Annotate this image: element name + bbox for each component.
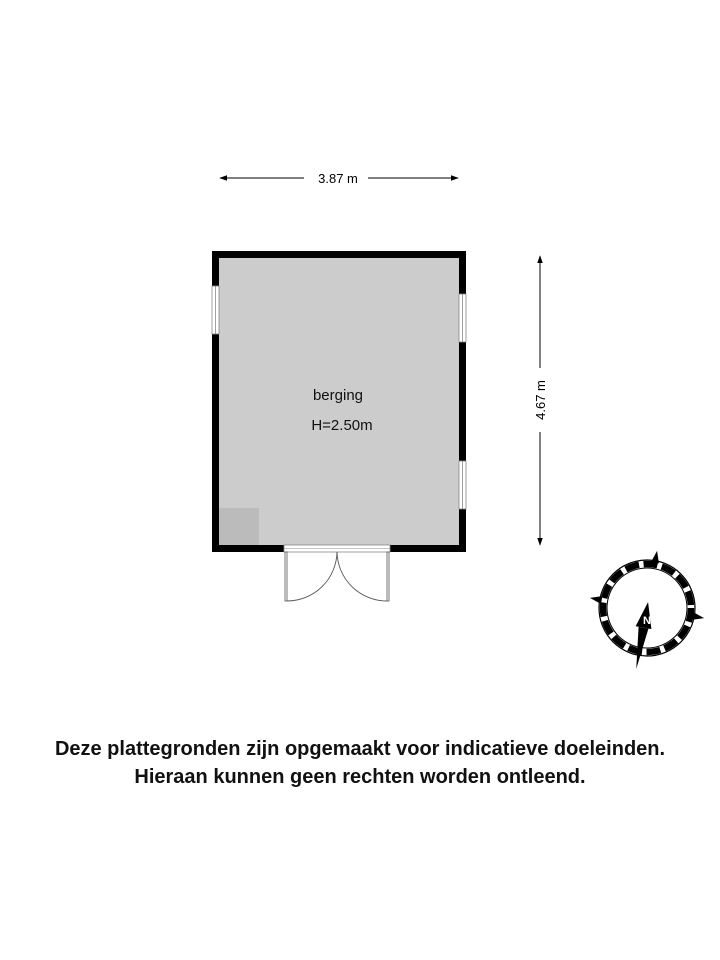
door-leaf-left [285, 552, 287, 601]
disclaimer-line-2: Hieraan kunnen geen rechten worden ontleend. [134, 766, 586, 788]
compass-north-label: N [643, 615, 651, 627]
width-dimension [220, 171, 458, 186]
corner-unit [219, 508, 259, 545]
door-swing-right [337, 552, 387, 601]
window-left [212, 286, 219, 334]
height-dimension [533, 256, 548, 545]
width-dimension-label: 3.87 m [318, 171, 358, 186]
compass-rose [579, 541, 714, 679]
room-height: H=2.50m [311, 417, 373, 434]
window-right-top [459, 294, 466, 342]
double-door [284, 545, 390, 601]
window-right-bottom [459, 461, 466, 509]
door-leaf-right [387, 552, 389, 601]
disclaimer-line-1: Deze plattegronden zijn opgemaakt voor indicatieve doeleinden. [54, 738, 666, 760]
room-name: berging [312, 387, 364, 404]
door-swing-left [287, 552, 337, 601]
height-dimension-label: 4.67 m [533, 380, 548, 420]
room-berging [212, 251, 466, 601]
